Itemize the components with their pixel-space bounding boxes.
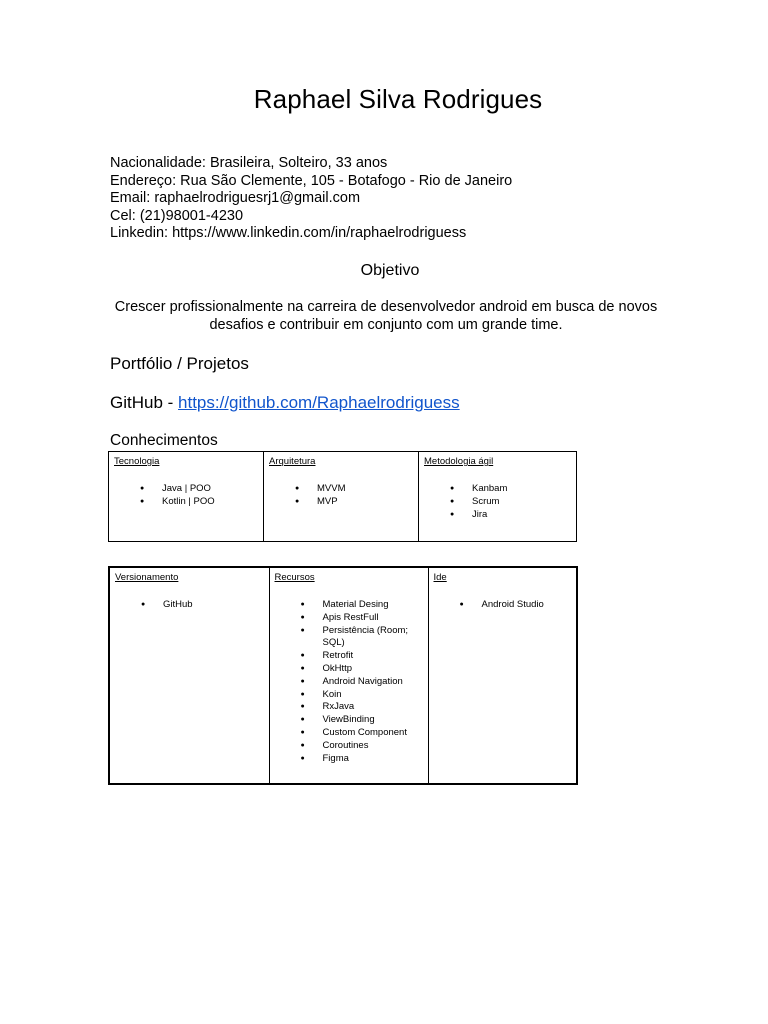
list-item: ● Kanbam: [450, 483, 571, 496]
table1-column: [264, 452, 419, 542]
github-label: GitHub -: [110, 393, 179, 412]
list-item: ● MVP: [295, 496, 413, 509]
column-header: Ide: [433, 572, 447, 583]
skills-heading: Conhecimentos: [110, 432, 218, 449]
personal-info: [110, 155, 512, 243]
bullet-list: [269, 483, 413, 509]
list-item: ● Custom Component: [301, 727, 423, 740]
address-line: Endereço: Rua São Clemente, 105 - Botafogo - Rio de Janeiro: [110, 172, 513, 189]
list-item: ● Apis RestFull: [301, 612, 423, 625]
column-header: Tecnologia: [114, 456, 160, 467]
list-item: ● Kotlin | POO: [140, 496, 258, 509]
linkedin-line: Linkedin: https://www.linkedin.com/in/raphaelrodriguess: [110, 225, 467, 241]
nationality-line: Nacionalidade: Brasileira, Solteiro, 33 anos: [110, 155, 388, 171]
bullet-list: [424, 483, 571, 521]
list-item: ● ViewBinding: [301, 714, 423, 727]
table2-column: [428, 567, 577, 784]
github-link[interactable]: https://github.com/Raphaelrodriguess: [178, 393, 460, 412]
column-header: Versionamento: [115, 572, 179, 583]
list-item: ● Retrofit: [301, 650, 423, 663]
list-item: ● Material Desing: [301, 599, 423, 612]
bullet-list: [114, 483, 258, 509]
list-item: ● Coroutines: [301, 740, 423, 753]
list-item: ● OkHttp: [301, 663, 423, 676]
bullet-list: [434, 599, 572, 612]
resume-name: Raphael Silva Rodrigues: [253, 84, 543, 114]
objective-heading: Objetivo: [360, 262, 420, 279]
github-line: [110, 393, 460, 413]
bullet-list: [115, 599, 264, 612]
objective-text: Crescer profissionalmente na carreira de desenvolvedor android em busca de novos desafios e contribuir em conjunto com um grande time.: [114, 299, 658, 333]
list-item: ● Java | POO: [140, 483, 258, 496]
table2-column: [109, 567, 269, 784]
table1-column: [109, 452, 264, 542]
column-header: Arquitetura: [269, 456, 316, 467]
portfolio-heading: Portfólio / Projetos: [110, 354, 249, 373]
list-item: ● Jira: [450, 509, 571, 522]
list-item: ● Figma: [301, 753, 423, 766]
bullet-list: [275, 599, 423, 765]
phone-line: Cel: (21)98001-4230: [110, 207, 244, 224]
table2-column: [269, 567, 428, 784]
list-item: ● RxJava: [301, 701, 423, 714]
list-item: ● GitHub: [141, 599, 264, 612]
list-item: ● Persistência (Room; SQL): [301, 625, 423, 651]
column-header: Metodologia ágil: [424, 456, 494, 467]
skills-table-1: [108, 451, 577, 542]
list-item: ● MVVM: [295, 483, 413, 496]
list-item: ● Scrum: [450, 496, 571, 509]
list-item: ● Android Studio: [460, 599, 572, 612]
list-item: ● Android Navigation: [301, 676, 423, 689]
list-item: ● Koin: [301, 689, 423, 702]
email-line: Email: raphaelrodriguesrj1@gmail.com: [110, 190, 361, 206]
table1-column: [419, 452, 577, 542]
column-header: Recursos: [274, 572, 315, 583]
skills-table-2: [108, 566, 578, 785]
